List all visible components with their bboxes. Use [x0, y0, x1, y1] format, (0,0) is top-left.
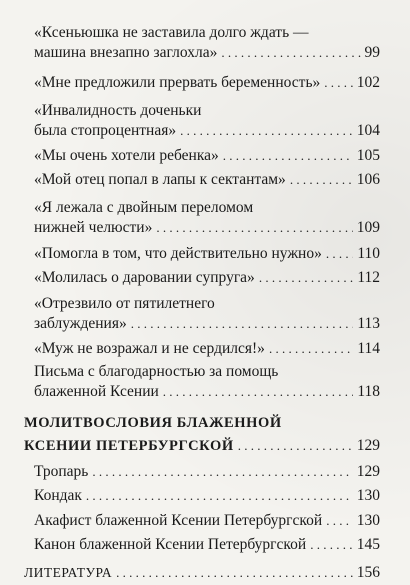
toc-entry[interactable]: [34, 42, 380, 63]
toc-entry-page: 145: [356, 536, 380, 553]
dot-leader: [86, 485, 353, 506]
toc-entry-title: «Молилась о даровании супруга»: [34, 269, 255, 286]
dot-leader: [326, 243, 353, 264]
toc-entry-title: блаженной Ксении: [34, 383, 159, 400]
toc-entry-page: 129: [356, 463, 380, 480]
dot-leader: [163, 381, 354, 402]
toc-entry[interactable]: [34, 217, 380, 238]
toc-entry-page: 114: [357, 340, 380, 357]
toc-entry-page: 156: [356, 564, 380, 581]
toc-entry-line1: «Ксеньюшка не заставила долго ждать —: [34, 24, 309, 41]
toc-entry[interactable]: [34, 267, 380, 288]
toc-entry-title: Кондак: [34, 487, 82, 504]
dot-leader: [259, 267, 354, 288]
section-heading-title: КСЕНИИ ПЕТЕРБУРГСКОЙ: [24, 438, 234, 454]
toc-entry-title: заблуждения»: [34, 315, 127, 332]
toc-entry[interactable]: [34, 120, 380, 141]
dot-leader: [223, 145, 353, 166]
toc-entry-title: «Мне предложили прервать беременность»: [34, 74, 321, 91]
toc-entry-title: ЛИТЕРАТУРА: [24, 565, 113, 580]
toc-entry[interactable]: [34, 381, 380, 402]
dot-leader: [221, 42, 360, 63]
toc-entry[interactable]: [34, 72, 380, 93]
section-heading-page: 129: [356, 437, 380, 454]
toc-entry[interactable]: [34, 313, 380, 334]
toc-entry-title: «Мы очень хотели ребенка»: [34, 147, 219, 164]
toc-entry-page: 130: [356, 512, 380, 529]
toc-entry-line1: «Инвалидность доченьки: [34, 102, 202, 119]
dot-leader: [180, 120, 353, 141]
toc-entry-page: 118: [357, 383, 380, 400]
dot-leader: [269, 338, 353, 359]
toc-entry-page: 99: [364, 44, 380, 61]
toc-entry-page: 110: [357, 245, 380, 262]
toc-entry-title: Тропарь: [34, 463, 89, 480]
dot-leader: [290, 169, 353, 190]
dot-leader: [131, 313, 354, 334]
toc-entry-title: «Помогла в том, что действительно нужно»: [34, 245, 322, 262]
dot-leader: [116, 562, 353, 583]
toc-entry[interactable]: [34, 338, 380, 359]
dot-leader: [238, 435, 353, 457]
toc-literature-entry[interactable]: [24, 562, 380, 583]
toc-entry-line1: «Отрезвило от пятилетнего: [34, 295, 215, 312]
toc-entry-title: Канон блаженной Ксении Петербургской: [34, 536, 307, 553]
dot-leader: [326, 510, 353, 531]
toc-entry-page: 105: [356, 147, 380, 164]
dot-leader: [92, 461, 352, 482]
toc-entry[interactable]: [34, 145, 380, 166]
toc-entry-page: 106: [356, 171, 380, 188]
toc-sub-entry[interactable]: [34, 485, 380, 506]
toc-entry-page: 102: [356, 74, 380, 91]
dot-leader: [156, 217, 352, 238]
toc-entry-line1: «Я лежала с двойным переломом: [34, 199, 254, 216]
dot-leader: [310, 534, 353, 555]
toc-sub-entry[interactable]: [34, 510, 380, 531]
toc-entry-title: «Мой отец попал в лапы к сектантам»: [34, 171, 286, 188]
toc-entry-page: 113: [357, 315, 380, 332]
dot-leader: [324, 72, 352, 93]
toc-sub-entry[interactable]: [34, 461, 380, 482]
toc-entry-title: машина внезапно заглохла»: [34, 44, 218, 61]
toc-entry-page: 109: [356, 219, 380, 236]
section-heading-line1: МОЛИТВОСЛОВИЯ БЛАЖЕННОЙ: [24, 415, 282, 431]
toc-entry-page: 112: [357, 269, 380, 286]
toc-entry-title: была стопроцентная»: [34, 122, 177, 139]
toc-entry-title: «Муж не возражал и не сердился!»: [34, 340, 265, 357]
toc-entry[interactable]: [34, 169, 380, 190]
toc-entry[interactable]: [34, 243, 380, 264]
toc-entry-title: Акафист блаженной Ксении Петербургской: [34, 512, 323, 529]
toc-entry-page: 104: [356, 122, 380, 139]
toc-entry-page: 130: [356, 487, 380, 504]
toc-sub-entry[interactable]: [34, 534, 380, 555]
toc-entry-title: нижней челюсти»: [34, 219, 153, 236]
section-heading-entry[interactable]: [24, 435, 380, 457]
toc-entry-line1: Письма с благодарностью за помощь: [34, 363, 279, 380]
